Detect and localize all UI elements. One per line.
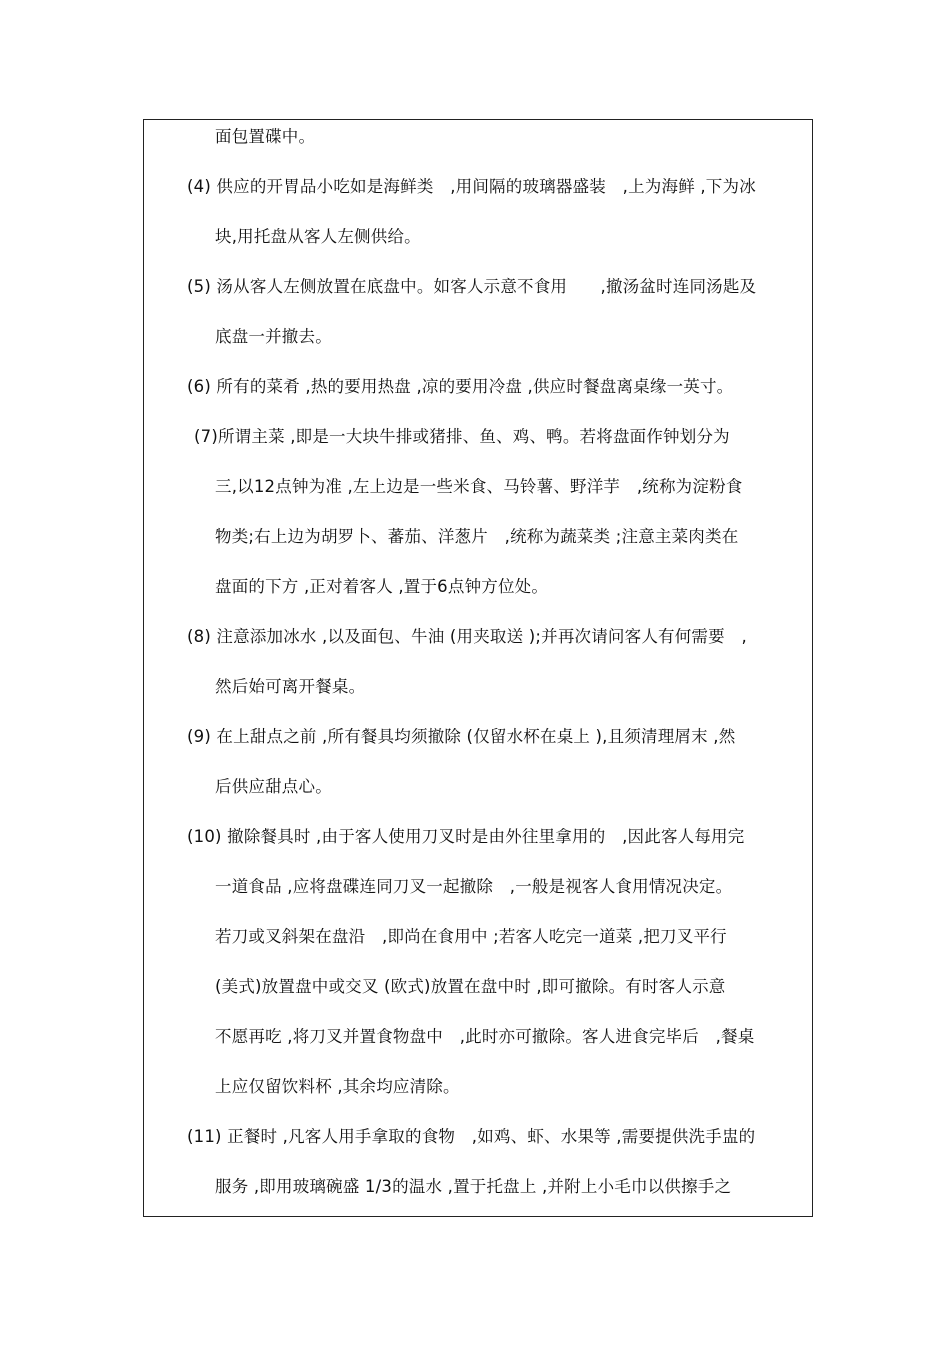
text-line-19: 不愿再吃 ,将刀叉并置食物盘中 ,此时亦可撤除。客人进食完毕后 ,餐桌 xyxy=(215,1027,755,1046)
text-line-4: (5) 汤从客人左侧放置在底盘中。如客人示意不食用 ,撤汤盆时连同汤匙及 xyxy=(187,277,757,296)
text-line-21: (11) 正餐时 ,凡客人用手拿取的食物 ,如鸡、虾、水果等 ,需要提供洗手盅的 xyxy=(187,1127,756,1146)
text-line-2: (4) 供应的开胃品小吃如是海鲜类 ,用间隔的玻璃器盛装 ,上为海鲜 ,下为冰 xyxy=(187,177,756,196)
text-line-5: 底盘一并撤去。 xyxy=(215,327,332,346)
text-line-13: (9) 在上甜点之前 ,所有餐具均须撤除 (仅留水杯在桌上 ),且须清理屑末 ,然 xyxy=(187,727,736,746)
text-line-16: 一道食品 ,应将盘碟连同刀叉一起撤除 ,一般是视客人食用情况决定。 xyxy=(215,877,733,896)
text-line-12: 然后始可离开餐桌。 xyxy=(215,677,366,696)
text-line-1: 面包置碟中。 xyxy=(215,127,316,146)
text-line-14: 后供应甜点心。 xyxy=(215,777,332,796)
text-line-22: 服务 ,即用玻璃碗盛 1/3的温水 ,置于托盘上 ,并附上小毛巾以供擦手之 xyxy=(215,1177,732,1196)
text-line-15: (10) 撤除餐具时 ,由于客人使用刀叉时是由外往里拿用的 ,因此客人每用完 xyxy=(187,827,745,846)
text-line-10: 盘面的下方 ,正对着客人 ,置于6点钟方位处。 xyxy=(215,577,549,596)
text-line-7: (7)所谓主菜 ,即是一大块牛排或猪排、鱼、鸡、鸭。若将盘面作钟划分为 xyxy=(194,427,730,446)
text-line-9: 物类;右上边为胡罗卜、蕃茄、洋葱片 ,统称为蔬菜类 ;注意主菜肉类在 xyxy=(215,527,739,546)
text-line-11: (8) 注意添加冰水 ,以及面包、牛油 (用夹取送 );并再次请问客人有何需要 , xyxy=(187,627,747,646)
text-line-6: (6) 所有的菜肴 ,热的要用热盘 ,凉的要用冷盘 ,供应时餐盘离桌缘一英寸。 xyxy=(187,377,734,396)
text-line-3: 块,用托盘从客人左侧供给。 xyxy=(215,227,421,246)
text-line-20: 上应仅留饮料杯 ,其余均应清除。 xyxy=(215,1077,460,1096)
text-line-18: (美式)放置盘中或交叉 (欧式)放置在盘中时 ,即可撤除。有时客人示意 xyxy=(215,977,726,996)
text-line-17: 若刀或叉斜架在盘沿 ,即尚在食用中 ;若客人吃完一道菜 ,把刀叉平行 xyxy=(215,927,727,946)
text-line-8: 三,以12点钟为准 ,左上边是一些米食、马铃薯、野洋芋 ,统称为淀粉食 xyxy=(215,477,743,496)
